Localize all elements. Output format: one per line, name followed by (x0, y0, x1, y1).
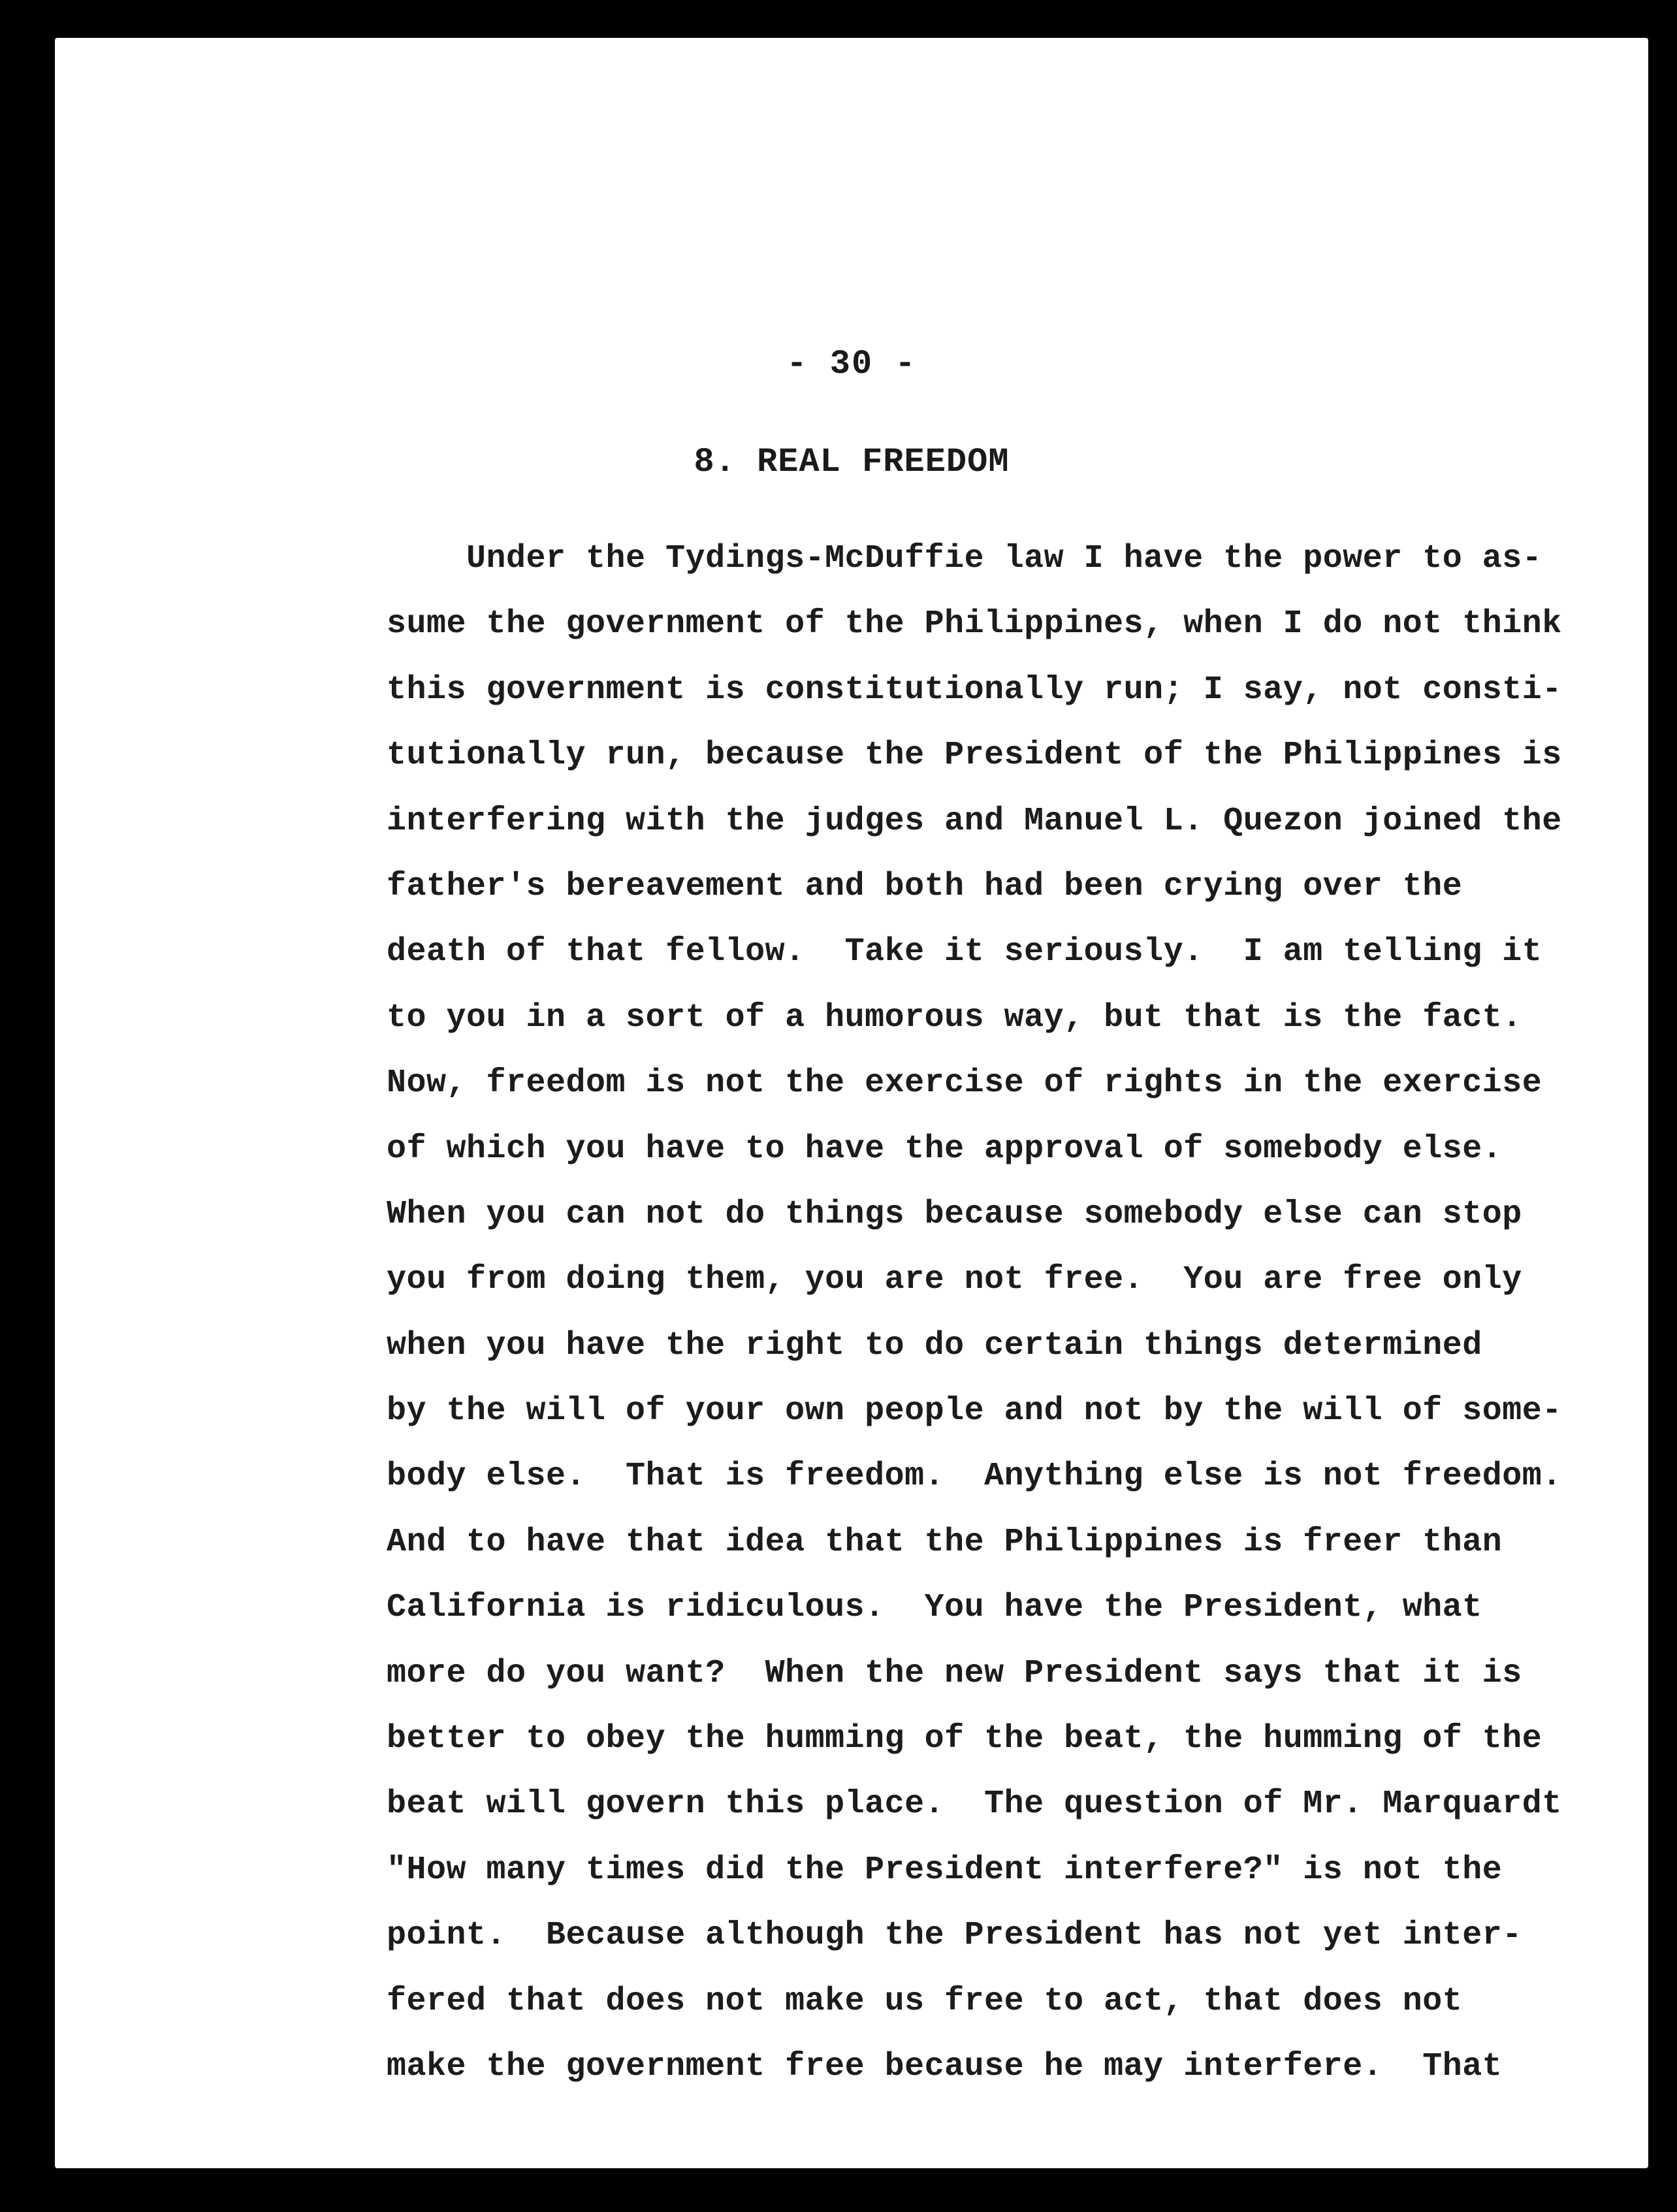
text-line: death of that fellow. Take it seriously. I am telling it (387, 933, 1542, 971)
text-line: point. Because although the President has not yet inter- (387, 1917, 1522, 1955)
text-line: more do you want? When the new President says that it is (387, 1654, 1522, 1692)
text-line: beat will govern this place. The question of Mr. Marquardt (387, 1786, 1562, 1823)
text-line: to you in a sort of a humorous way, but that is the fact. (387, 999, 1522, 1036)
text-line: sume the government of the Philippines, when I do not think (387, 605, 1562, 643)
text-line: of which you have to have the approval of somebody else. (387, 1130, 1503, 1168)
text-line: make the government free because he may interfere. That (387, 2047, 1503, 2085)
text-line: Under the Tydings-McDuffie law I have the power to as- (387, 540, 1542, 577)
text-line: When you can not do things because somebody else can stop (387, 1195, 1522, 1233)
text-line: And to have that idea that the Philippines is freer than (387, 1523, 1503, 1561)
text-line: this government is constitutionally run; I say, not consti- (387, 671, 1562, 709)
body-text (387, 526, 1627, 2100)
text-line: by the will of your own people and not by the will of some- (387, 1392, 1562, 1430)
section-heading: 8. REAL FREEDOM (694, 443, 1010, 481)
text-line: body else. That is freedom. Anything else is not freedom. (387, 1458, 1562, 1496)
text-line: California is ridiculous. You have the President, what (387, 1589, 1482, 1627)
text-line: "How many times did the President interfere?" is not the (387, 1851, 1503, 1889)
text-line: father's bereavement and both had been crying over the (387, 867, 1463, 905)
text-line: when you have the right to do certain things determined (387, 1326, 1482, 1364)
page-number: - 30 - (786, 345, 917, 383)
text-line: better to obey the humming of the beat, the humming of the (387, 1720, 1542, 1758)
document-page (55, 38, 1648, 2168)
text-line: Now, freedom is not the exercise of rights in the exercise (387, 1065, 1542, 1102)
text-line: tutionally run, because the President of the Philippines is (387, 737, 1562, 775)
text-line: you from doing them, you are not free. You are free only (387, 1261, 1522, 1299)
text-line: interfering with the judges and Manuel L. Quezon joined the (387, 802, 1562, 840)
text-line: fered that does not make us free to act, that does not (387, 1982, 1463, 2020)
